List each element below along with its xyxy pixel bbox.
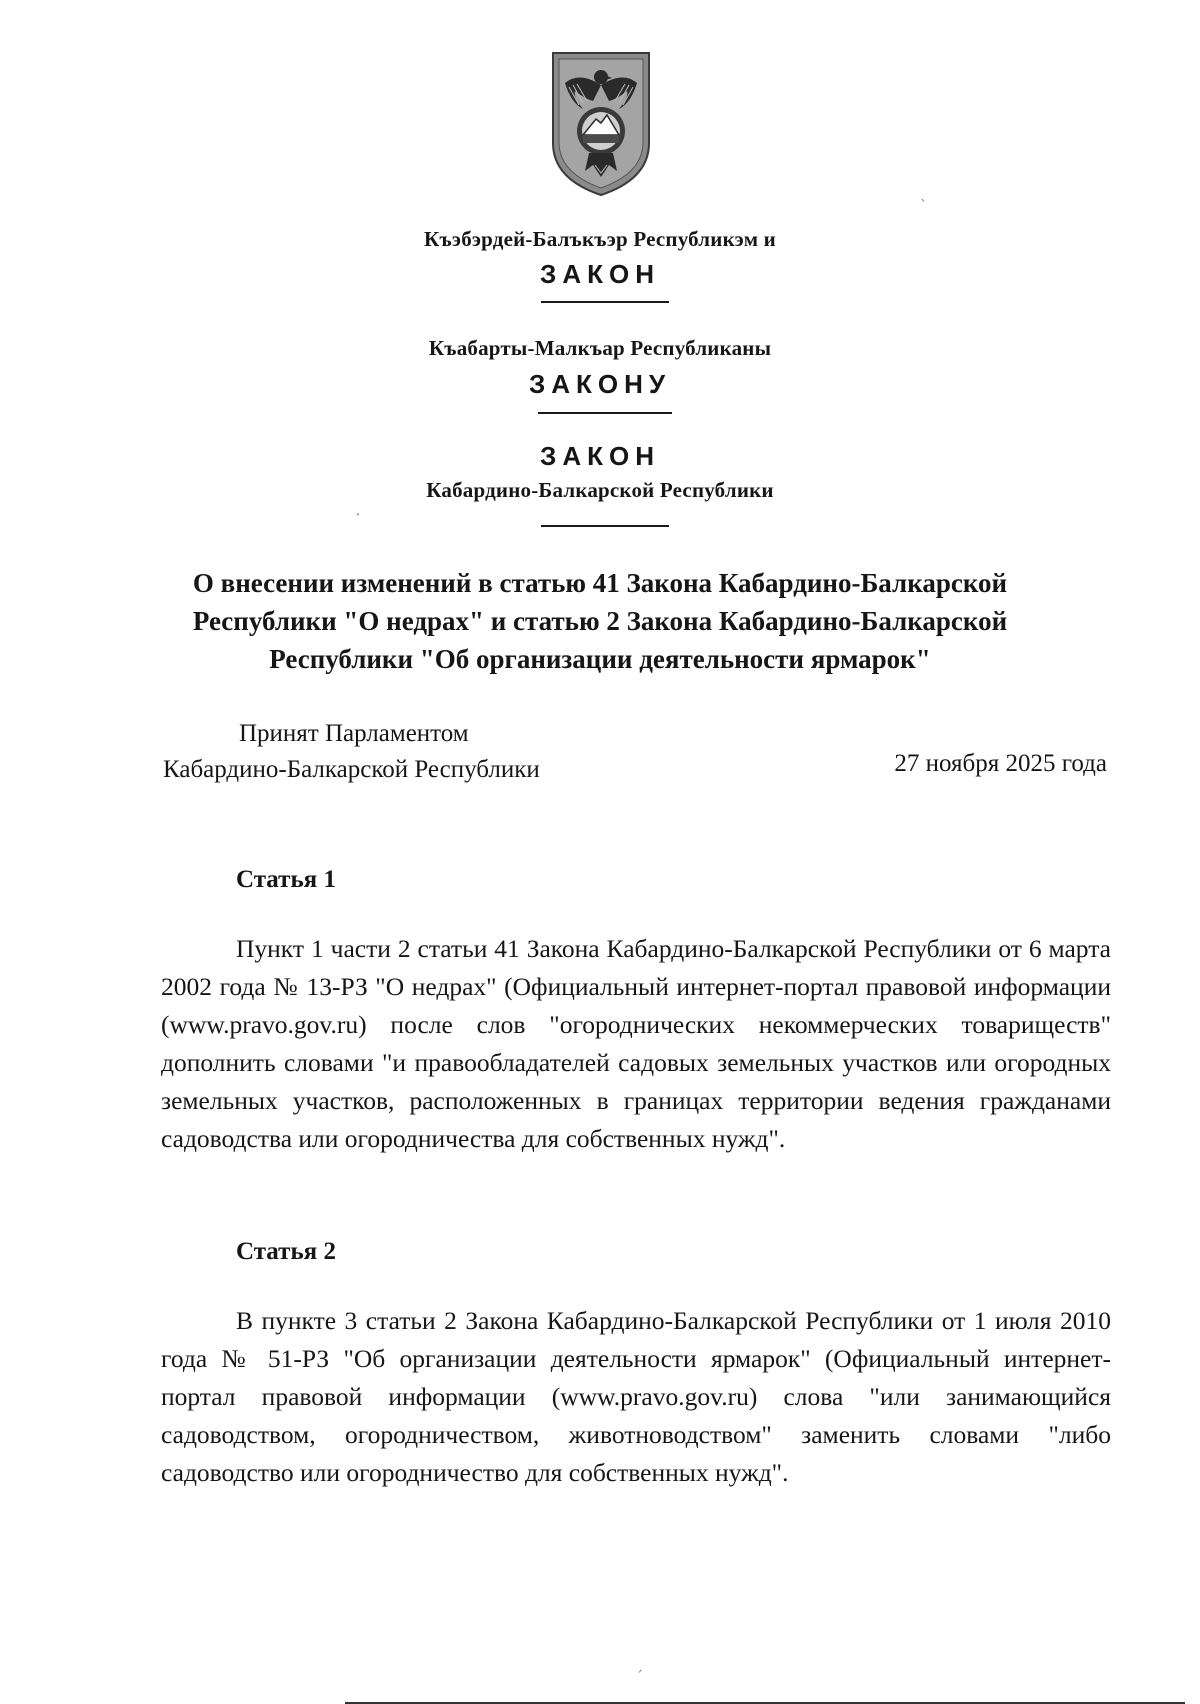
divider (538, 412, 672, 414)
russian-law-word: ЗАКОН (540, 441, 660, 471)
document-title (0, 564, 1200, 678)
kabardian-law-word: ЗАКОН (540, 259, 660, 289)
coat-of-arms-icon (549, 47, 653, 197)
kabardian-heading: Къэбэрдей-Балъкъэр Республикэм и (424, 227, 776, 251)
adopted-by-parliament: Кабардино-Балкарской Республики (163, 756, 540, 783)
title-line: Республики "О недрах" и статью 2 Закона Кабардино-Балкарской (192, 606, 1008, 636)
adopted-by-label: Принят Парламентом (239, 720, 469, 747)
adoption-date: 27 ноября 2025 года (894, 750, 1107, 777)
article-text: В пункте 3 статьи 2 Закона Кабардино-Балкарской Республики от 1 июля 2010 года № 51-РЗ "Об организации деятельности ярмарок" (Официальный интернет-портал правовой информации (www.pravo.gov.ru) слова "или занимающийся садоводством, огородничеством, животноводством" заменить словами "либо садоводство или огородничество для собственных нужд". (161, 1306, 1111, 1487)
scan-speck: ˎ (920, 186, 927, 202)
divider (541, 301, 669, 303)
title-line: О внесении изменений в статью 41 Закона Кабардино-Балкарской (192, 568, 1008, 598)
scan-speck: ˏ (636, 1657, 643, 1673)
title-line: Республики "Об организации деятельности ярмарок" (269, 644, 931, 674)
article-text: Пункт 1 части 2 статьи 41 Закона Кабардино-Балкарской Республики от 6 марта 2002 года № 13-РЗ "О недрах" (Официальный интернет-портал правовой информации (www.pravo.gov.ru) после слов "огороднических некоммерческих товариществ" дополнить словами "и правообладателей садовых земельных участков или огородных земельных участков, расположенных в границах территории ведения гражданами садоводства или огородничества для собственных нужд". (161, 934, 1111, 1153)
russian-heading: Кабардино-Балкарской Республики (426, 478, 774, 502)
divider (541, 525, 669, 527)
scan-speck: ⸱ (356, 507, 360, 523)
balkar-heading: Къабарты-Малкъар Республиканы (428, 336, 772, 360)
balkar-law-word: ЗАКОНУ (528, 369, 672, 399)
article-heading: Статья 2 (236, 1238, 336, 1265)
article-heading: Статья 1 (236, 866, 336, 893)
